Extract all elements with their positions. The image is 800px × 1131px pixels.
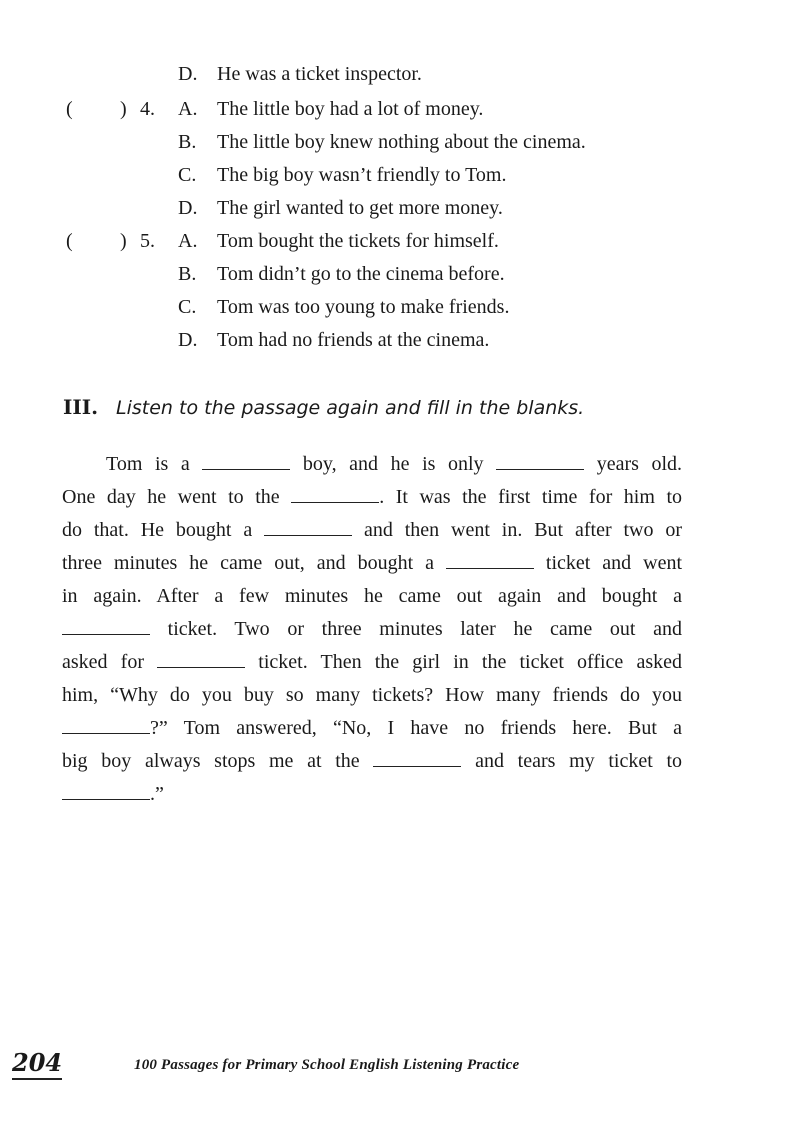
option-letter: C. bbox=[178, 296, 197, 318]
option-text: The big boy wasn’t friendly to Tom. bbox=[217, 164, 507, 186]
answer-paren-open: ( bbox=[66, 230, 73, 252]
passage-line: Tom is a boy, and he is only years old. bbox=[106, 453, 683, 475]
passage-line: .” bbox=[62, 778, 164, 811]
page-number: 204 bbox=[12, 1048, 62, 1080]
option-letter: A. bbox=[178, 98, 198, 120]
blank-8[interactable] bbox=[62, 717, 150, 734]
option-text: He was a ticket inspector. bbox=[217, 63, 422, 85]
passage-line: in again. After a few minutes he came out again and bought a bbox=[62, 585, 682, 607]
blank-4[interactable] bbox=[264, 519, 352, 536]
blank-7[interactable] bbox=[157, 651, 245, 668]
option-text: The little boy knew nothing about the cinema. bbox=[217, 131, 586, 153]
option-text: Tom didn’t go to the cinema before. bbox=[217, 263, 505, 285]
answer-paren-open: ( bbox=[66, 98, 73, 120]
passage-line: three minutes he came out, and bought a ticket and went bbox=[62, 552, 683, 574]
section-instruction: Listen to the passage again and fill in the blanks. bbox=[116, 397, 585, 419]
passage-line: asked for ticket. Then the girl in the ticket office asked bbox=[62, 651, 682, 673]
option-letter: A. bbox=[178, 230, 198, 252]
question-number: 5. bbox=[140, 230, 155, 252]
blank-1[interactable] bbox=[202, 453, 290, 470]
blank-9[interactable] bbox=[373, 750, 461, 767]
section-heading bbox=[63, 395, 584, 419]
answer-paren-close: ) bbox=[120, 230, 127, 252]
option-text: Tom bought the tickets for himself. bbox=[217, 230, 499, 252]
option-text: Tom had no friends at the cinema. bbox=[217, 329, 490, 351]
passage-line: big boy always stops me at the and tears my ticket to bbox=[62, 750, 683, 772]
blank-5[interactable] bbox=[446, 552, 534, 569]
option-text: Tom was too young to make friends. bbox=[217, 296, 510, 318]
option-text: The girl wanted to get more money. bbox=[217, 197, 503, 219]
blank-6[interactable] bbox=[62, 618, 150, 635]
answer-paren-close: ) bbox=[120, 98, 127, 120]
passage-line: ?” Tom answered, “No, I have no friends here. But a bbox=[62, 712, 682, 745]
option-letter: D. bbox=[178, 197, 198, 219]
option-letter: B. bbox=[178, 263, 197, 285]
option-text: The little boy had a lot of money. bbox=[217, 98, 484, 120]
section-number: III. bbox=[63, 395, 99, 419]
blank-2[interactable] bbox=[496, 453, 584, 470]
passage-line: One day he went to the . It was the first time for him to bbox=[62, 486, 682, 508]
question-number: 4. bbox=[140, 98, 155, 120]
option-letter: D. bbox=[178, 329, 198, 351]
blank-3[interactable] bbox=[291, 486, 379, 503]
option-letter: B. bbox=[178, 131, 197, 153]
option-letter: C. bbox=[178, 164, 197, 186]
passage-line: him, “Why do you buy so many tickets? How many friends do you bbox=[62, 684, 682, 706]
passage-line: ticket. Two or three minutes later he came out and bbox=[62, 613, 682, 646]
passage-line: do that. He bought a and then went in. But after two or bbox=[62, 519, 683, 541]
option-letter: D. bbox=[178, 63, 198, 85]
blank-10[interactable] bbox=[62, 783, 150, 800]
book-title: 100 Passages for Primary School English Listening Practice bbox=[134, 1057, 520, 1073]
